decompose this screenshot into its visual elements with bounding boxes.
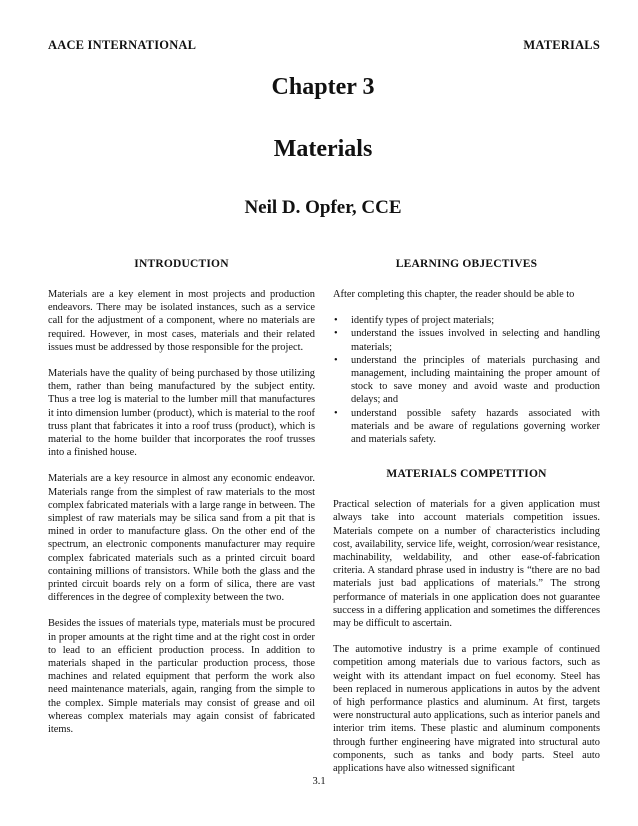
introduction-paragraph-1: Materials are a key element in most projects and production endeavors. There may be isolated instances, such as a service call for the adjustment of a component, where no materials are required. However, in most cases, materials and their related issues must be addressed by those responsible for the project. [48, 289, 315, 353]
objective-item: • understand the issues involved in selecting and handling materials; [333, 327, 600, 353]
learning-objectives-heading: LEARNING OBJECTIVES [395, 258, 538, 270]
learning-objectives-list [333, 314, 600, 446]
objective-item: • understand possible safety hazards associated with materials and be aware of regulations governing worker and materials safety. [333, 407, 600, 447]
objective-item: • identify types of project materials; [333, 314, 600, 327]
introduction-paragraph-2: Materials have the quality of being purchased by those utilizing them, rather than being manufactured by the subject entity. Thus a tree log is material to the lumber mill that manufactures it into dimension lumber (product), which is material to the roof truss plant that fabricates it into a roof truss (product), which is material to the home builder that incorporates the roof trusses into a finished house. [48, 368, 315, 459]
objective-item: • understand the principles of materials purchasing and management, including maintaining the proper amount of stock to save money and avoid waste and production delays; and [333, 354, 600, 407]
running-header-right: MATERIALS [523, 38, 600, 52]
page-number: 3.1 [312, 776, 326, 787]
materials-competition-heading: MATERIALS COMPETITION [386, 468, 547, 481]
right-column [333, 258, 600, 788]
author-name: Neil D. Opfer, CCE [244, 197, 402, 218]
introduction-heading: INTRODUCTION [134, 258, 229, 270]
introduction-paragraph-3: Materials are a key resource in almost any economic endeavor. Materials range from the simplest of raw materials to the most complex fabricated materials with a large range in between. The simplest of raw materials may be silica sand from a pit that is mined in order to manufacture glass. On the other end of the spectrum, an electronic components manufacturer may require complex fabricated materials such as a printed circuit board containing millions of transistors. While both the glass and the printed circuit boards rely on a form of silica, there are vast differences in the degree of complexity between the two. [48, 473, 315, 604]
learning-objectives-intro: After completing this chapter, the reader should be able to [333, 289, 575, 300]
materials-competition-paragraph-2: The automotive industry is a prime example of continued competition among materials due to various factors, such as weight with its attendant impact on fuel economy. Steel has been replaced in numerous applications in autos by the advent of high performance plastics and aluminum. At first, targets were nonstructural auto applications, such as interior panels and interior trim items. These plastic and aluminum components through further engineering have migrated into structural auto components, such as tanks and body parts. Steel auto applications have also witnessed significant [333, 644, 600, 775]
materials-competition-paragraph-1: Practical selection of materials for a given application must always take into account materials competition issues. Materials compete on a number of characteristics including cost, availability, service life, weight, corrosion/wear resistance, machinability, weldability, and other ease-of-fabrication criteria. A standard phrase used in industry is “there are no bad materials just bad applications of materials.” The strong performance of materials in one application does not guarantee success in a differing application and sometimes the differences may be difficult to ascertain. [333, 499, 600, 630]
chapter-title: Materials [273, 136, 373, 162]
chapter-number: Chapter 3 [271, 74, 375, 100]
left-column [48, 258, 315, 749]
introduction-paragraph-4: Besides the issues of materials type, materials must be procured in proper amounts at the right time and at the right cost in order to lead to an efficient production process. In addition to materials shaped in the particular production process, those machines and related equipment that perform the work also need maintenance materials, again, ranging from the simple to the complex. Simple materials may consist of grease and oil whereas complex materials may again consist of fabricated items. [48, 618, 315, 736]
running-header-left: AACE INTERNATIONAL [48, 38, 197, 52]
